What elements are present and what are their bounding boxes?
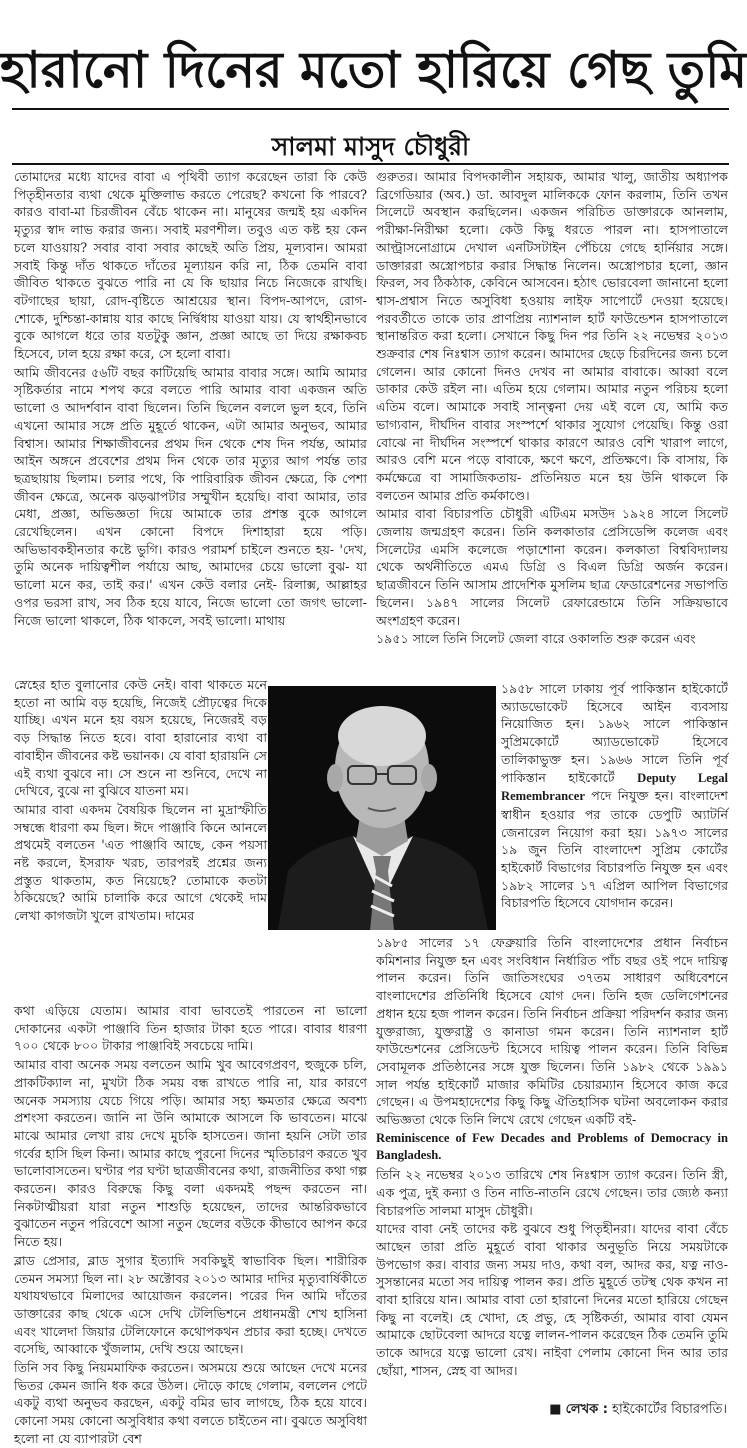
paragraph: যাদের বাবা নেই তাদের কষ্ট বুঝবে শুধু পিতৃহীনরা। যাদের বাবা বেঁচে আছেন তারা প্রতি মুহূর্তে বাবা থাকার অনুভূতি নিয়ে সময়টাকে উপভোগ কর। বাবার জন্য সময় দাও, কথা বল, আদর কর, যত্ন নাও- সুসন্তানের মতো সব দায়িত্ব পালন কর। প্রতি মুহূর্তে তটস্থ থেক কখন না বাবা হারিয়ে যান। আমার বাবা তো হারানো দিনের মতো হারিয়ে গেছেন কিছু না বলেই। হে খোদা, হে প্রভু, হে সৃষ্টিকর্তা, আমার বাবা যেমন আমাকে ছোটবেলা আদরে যত্নে লালন-পালন করেছেন ঠিক তেমনি তুমি তাকে আদরে যত্নে ভালো রেখ। নাইবা পেলাম কোনো দিন আর তার ছোঁয়া, শাসন, স্নেহ বা আদর।: [376, 1221, 728, 1378]
headline-rule: [12, 108, 729, 110]
signature-label: লেখক :: [565, 1402, 608, 1417]
signature-bullet: ■: [549, 1402, 566, 1417]
column-1-bottom: [14, 1002, 367, 1446]
column-1-top: [14, 168, 367, 674]
signature-text: হাইকোর্টের বিচারপতি।: [612, 1402, 727, 1417]
paragraph: স্নেহের হাত বুলানোর কেউ নেই। বাবা থাকতে মনে হতো না আমি বড় হয়েছি, নিজেই প্রৌঢ়ত্বের দিকে যাচ্ছি। এখন মনে হয় বয়স হয়েছে, নিজেরই বড় বড় সিদ্ধান্ত নিতে হবে। বাবা হারানোর ব্যথা বা বাবাহীন জীবনের কষ্ট ভয়ানক। যে বাবা হারায়নি সে এই ব্যথা বুঝবে না। সে শুনে না শুনিবে, দেখে না দেখিবে, বুঝে না বুঝিবে যাতনা মম।: [14, 677, 267, 799]
paragraph: [501, 680, 728, 912]
author-signature: [549, 1400, 727, 1421]
paragraph: আমার বাবা একদম বৈষয়িক ছিলেন না মুদ্রাস্ফীতি সম্বন্ধে ধারণা কম ছিল। ঈদে পাঞ্জাবি কিনে আনলে প্রথমেই বলতেন 'এত পাঞ্জাবি আছে, কেন পয়সা নষ্ট করলে, ইসরাফ খরচ, তারপরই প্রশ্নের জন্য প্রস্তুত থাকতাম, কত নিয়েছে? তোমাকে কতটা ঠকিয়েছে? আমি চালাকি করে আগে থেকেই দাম লেখা কাগজটা খুলে রাখতাম। দামের: [14, 801, 267, 924]
paragraph: আমার বাবা অনেক সময় বলতেন আমি খুব আবেগপ্রবণ, হুজুকে চলি, প্রাকটিক্যাল না, মুখটা ঠিক সময় বন্ধ রাখতে পারি না, যার কারণে অনেক সমস্যায় যেচে গিয়ে পড়ি। আমার সহ্য ক্ষমতার ক্ষেত্রে অবশ্য প্রশংসা করতেন। জানি না উনি আমাকে আসলে কি ভাবতেন। মাঝে মাঝে আমার লেখা রায় দেখে মুচকি হাসতেন। জানা হয়নি সেটা তার গর্বের হাসি ছিল কিনা। আমার কাছে পুরনো দিনের স্মৃতিচারণ করতে খুব ভালোবাসতেন। ঘণ্টার পর ঘণ্টা ছাত্রজীবনের কথা, রাজনীতির কথা গল্প করতেন। কারও বিরুদ্ধে কিছু বলা একদমই পছন্দ করতেন না। নিকটাত্মীয়রা যারা নতুন শাশুড়ি হয়েছেন, তাদের আন্তরিকভাবে বুঝাতেন নতুন পরিবেশে আসা নতুন ছেলের বউকে কীভাবে আপন করে নিতে হয়।: [14, 1057, 367, 1250]
paragraph: তিনি ২২ নভেম্বর ২০১৩ তারিখে শেষ নিঃশ্বাস ত্যাগ করেন। তিনি স্ত্রী, এক পুত্র, দুই কন্যা ও তিন নাতি-নাতনি রেখে গেছেন। তার জ্যেষ্ঠ কন্যা বিচারপতি সালমা মাসুদ চৌধুরী।: [376, 1167, 728, 1218]
paragraph: কথা এড়িয়ে যেতাম। আমার বাবা ভাবতেই পারতেন না ভালো দোকানের একটা পাঞ্জাবি তিন হাজার টাকা হতে পারে। বাবার ধারণা ৭০০ থেকে ৮০০ টাকার পাঞ্জাবিই সবচেয়ে দামি।: [14, 1003, 367, 1054]
column-2-top: [376, 168, 728, 678]
article-byline: সালমা মাসুদ চৌধুরী: [271, 132, 470, 161]
paragraph-text: ১৯৫৮ সালে ঢাকায় পূর্ব পাকিস্তান হাইকোর্টে অ্যাডভোকেট হিসেবে আইন ব্যবসায় নিয়োজিত হন। ১৯৬২ সালে পাকিস্তান সুপ্রিমকোর্টে অ্যাডভোকেট হিসেবে তালিকাভুক্ত হন। ১৯৬৬ সালে তিনি পূর্ব পাকিস্তান হাইকোর্টে: [501, 681, 728, 785]
column-2-bottom: [376, 934, 728, 1404]
portrait-image: [268, 686, 496, 930]
paragraph: আমি জীবনের ৫৬টি বছর কাটিয়েছি আমার বাবার সঙ্গে। আমি আমার সৃষ্টিকর্তার নামে শপথ করে বলতে পারি আমার বাবা একজন অতি ভালো ও আদর্শবান বাবা ছিলেন। তিনি ছিলেন বললে ভুল হবে, তিনি এখনো আমার সঙ্গে প্রতি মুহূর্তে থাকেন, এটা আমার অনুভব, আমার বিশ্বাস। আমার শিক্ষাজীবনের প্রথম দিন থেকে শেষ দিন পর্যন্ত, আমার আইন অঙ্গনে প্রবেশের প্রথম দিন থেকে তার মৃত্যুর আগ পর্যন্ত তার ছত্রছায়ায় ছিলাম। চলার পথে, কি পারিবারিক জীবন ক্ষেত্রে, কি পেশা জীবন ক্ষেত্রে, অনেক ঝড়ঝাপটার সম্মুখীন হয়েছি। বাবা আমার, তার মেধা, প্রজ্ঞা, অভিজ্ঞতা দিয়ে আমাকে তার প্রশস্ত বুকে আগলে রেখেছিলেন। এখন কোনো বিপদে দিশাহারা হয়ে পড়ি। অভিভাবকহীনতার কষ্টে ভুগি। কারও পরামর্শ চাইলে শুনতে হয়- 'দেখ, তুমি অনেক দায়িত্বশীল পর্যায়ে আছ, আমাদের চেয়ে ভালো বুঝ- যা ভালো মনে কর, তাই কর।' এখন কেউ বলার নেই- রিলাক্স, আল্লাহর ওপর ভরসা রাখ, সব ঠিক হয়ে যাবে, নিজে ভালো তো জগৎ ভালো- নিজে ভালো থাকলে, ঠিক থাকলে, সবই ভালো। মাথায়: [14, 364, 367, 628]
article-headline: হারানো দিনের মতো হারিয়ে গেছ তুমি: [0, 41, 747, 99]
paragraph: তিনি সব কিছু নিয়মমাফিক করতেন। অসময়ে শুয়ে আছেন দেখে মনের ভিতর কেমন জানি ধক করে উঠল। দৌড়ে কাছে গেলাম, বললেন পেটে একটু ব্যথা অনুভব করছেন, একটু বমির ভাব লাগছে, ঠিক হয়ে যাবে। কোনো সময় কোনো অসুবিধার কথা বলতে চাইতেন না। বুঝতে অসুবিধা হলো না যে ব্যাপারটা বেশ: [14, 1360, 367, 1446]
book-title: Reminiscence of Few Decades and Problems of Democracy in Bangladesh.: [376, 1130, 728, 1163]
column-1-middle: [14, 676, 267, 1001]
paragraph: গুরুতর। আমার বিপদকালীন সহায়ক, আমার খালু, জাতীয় অধ্যাপক ব্রিগেডিয়ার (অব.) ডা. আবদুল মালিককে ফোন করলাম, তিনি তখন সিলেটে অবস্থান করছিলেন। একজন পরিচিত ডাক্তারকে আনলাম, পরীক্ষা-নিরীক্ষা হলো। কেউ কিছু ধরতে পারল না। হাসপাতালে আল্ট্রাসনোগ্রামে দেখাল এনটিসটাইন পেঁচিয়ে গেছে হার্নিয়ার সঙ্গে। ডাক্তাররা অস্ত্রোপচার করার সিদ্ধান্ত নিলেন। অস্ত্রোপচার হলো, জ্ঞান ফিরল, সব ঠিকঠাক, কেবিনে আসবেন। হঠাৎ ভোরবেলা জানানো হলো শ্বাস-প্রশ্বাস নিতে অসুবিধা হওয়ায় লাইফ সাপোর্টে দেওয়া হয়েছে। পরবর্তীতে তাকে তার প্রাণপ্রিয় ন্যাশনাল হার্ট ফাউন্ডেশন হাসপাতালে স্থানান্তরিত করা হলো। সেখানে কিছু দিন পর তিনি ২২ নভেম্বর ২০১৩ শুক্রবার শেষ নিঃশ্বাস ত্যাগ করেন। আমাদের ছেড়ে চিরদিনের জন্য চলে গেলেন। আর কোনো দিনও দেখব না আমার বাবাকে। আব্বা বলে ডাকার কেউ রইল না। এতিম হয়ে গেলাম। আমার নতুন পরিচয় হলো এতিম বলে। আমাকে সবাই সান্ত্বনা দেয় এই বলে যে, আমি কত ভাগ্যবান, দীর্ঘদিন বাবার সংস্পর্শে থাকার সুযোগ পেয়েছি। কিন্তু ওরা বোঝে না দীর্ঘদিন সংস্পর্শে থাকার কারণে আরও বেশি খারাপ লাগে, আরও বেশি মনে পড়ে বাবাকে, ক্ষণে ক্ষণে, প্রতিক্ষণে। কি বাসায়, কি কর্মক্ষেত্রে বা সামাজিকতায়- প্রতিনিয়ত মনে হয় উনি থাকলে কি বলতেন আমার প্রতি কর্মকাণ্ডে।: [376, 169, 728, 503]
paragraph: আমার বাবা বিচারপতি চৌধুরী এটিএম মসউদ ১৯২৪ সালে সিলেট জেলায় জন্মগ্রহণ করেন। তিনি কলকাতার প্রেসিডেন্সি কলেজ এবং সিলেটের এমসি কলেজে পড়াশোনা করেন। কলকাতা বিশ্ববিদ্যালয় থেকে অর্থনীতিতে এমএ ডিগ্রি ও বিএল ডিগ্রি অর্জন করেন। ছাত্রজীবনে তিনি আসাম প্রাদেশিক মুসলিম ছাত্র ফেডারেশনের সভাপতি ছিলেন। ১৯৪৭ সালের সিলেট রেফারেন্ডামে তিনি সক্রিয়ভাবে অংশগ্রহণ করেন।: [376, 506, 728, 628]
paragraph: তোমাদের মধ্যে যাদের বাবা এ পৃথিবী ত্যাগ করেছেন তারা কি কেউ পিতৃহীনতার ব্যথা থেকে মুক্তিলাভ করতে পেরেছ? কখনো কি পারবে? কারও বাবা-মা চিরজীবন বেঁচে থাকেন না। মানুষের জন্মই হয় একদিন মৃত্যুর স্বাদ লাভ করার জন্য। সবাই মরণশীল। তবুও এত কষ্ট হয় কেন চলে যাওয়ায়? সবার বাবা সবার কাছেই অতি প্রিয়, মূল্যবান। আমরা সবাই কিন্তু দাঁত থাকতে দাঁতের মূল্যায়ন করি না, ঠিক তেমনি বাবা জীবিত থাকতে বুঝতে পারি না যে কি ছায়ার নিচে নিজেকে রাখছি। বটগাছের ছায়া, রোদ-বৃষ্টিতে আশ্রয়ের স্থান। বিপদ-আপদে, রোগ-শোকে, দুশ্চিন্তা-কান্নায় যার কাছে নির্দ্বিধায় যাওয়া যায়। যে স্বার্থহীনভাবে বুকে আগলে ধরে তার যতটুকু জ্ঞান, প্রজ্ঞা আছে তা দিয়ে রক্ষাকবচ হিসেবে, ঢাল হয়ে রক্ষা করে, সে হলো বাবা।: [14, 169, 367, 362]
paragraph: ১৯৫১ সালে তিনি সিলেট জেলা বারে ওকালতি শুরু করেন এবং: [376, 631, 696, 647]
english-designation: Deputy Legal Remembrancer: [501, 770, 728, 804]
paragraph: ব্লাড প্রেসার, ব্লাড সুগার ইত্যাদি সবকিছুই স্বাভাবিক ছিল। শারীরিক তেমন সমস্যা ছিল না। ২৮ অক্টোবর ২০১৩ আমার দাদির মৃত্যুবার্ষিকীতে যথাযথভাবে মিলাদের আয়োজন করলেন। পরের দিন আমি দাঁতের ডাক্তারের কাছ থেকে এসে দেখি টেলিভিশনে প্রধানমন্ত্রী শেখ হাসিনা এবং খালেদা জিয়ার টেলিফোনে কথোপকথন প্রচার করা হচ্ছে। দেখতে বসেছি, আব্বাকে খুঁজলাম, দেখি শুয়ে আছেন।: [14, 1252, 367, 1357]
byline-rule: [12, 163, 729, 165]
paragraph: ১৯৮৫ সালের ১৭ ফেব্রুয়ারি তিনি বাংলাদেশের প্রধান নির্বাচন কমিশনার নিযুক্ত হন এবং সংবিধান নির্ধারিত পাঁচ বছর ওই পদে দায়িত্ব পালন করেন। তিনি জাতিসংঘের ৩৭তম সাধারণ অধিবেশনে বাংলাদেশের প্রতিনিধি হিসেবে যোগ দেন। তিনি হজ ডেলিগেশনের প্রধান হয়ে হজ পালন করেন। তিনি নির্বাচন প্রক্রিয়া পরিদর্শন করার জন্য যুক্তরাজ্য, যুক্তরাষ্ট্র ও কানাডা গমন করেন। তিনি ন্যাশনাল হার্ট ফাউন্ডেশনের প্রেসিডেন্ট হিসেবে দায়িত্ব পালন করেন। তিনি বিভিন্ন সেবামূলক প্রতিষ্ঠানের সঙ্গে যুক্ত ছিলেন। তিনি ১৯৮২ থেকে ১৯৯১ সাল পর্যন্ত হাইকোর্ট মাজার কমিটির চেয়ারম্যান হিসেবে কাজ করে গেছেন। এ উপমহাদেশের কিছু কিছু ঐতিহাসিক ঘটনা অবলোকন করার অভিজ্ঞতা থেকে তিনি লিখে রেখে গেছেন একটি বই-: [376, 935, 728, 1128]
paragraph-text: পদে নিযুক্ত হন। বাংলাদেশ স্বাধীন হওয়ার পর তাকে ডেপুটি অ্যাটর্নি জেনারেল নিয়োগ করা হয়। ১৯৭৩ সালের ১৯ জুন তিনি বাংলাদেশ সুপ্রিম কোর্টের হাইকোর্ট বিভাগের বিচারপতি নিযুক্ত হন এবং ১৯৮২ সালের ১৭ এপ্রিল আপিল বিভাগের বিচারপতি হিসেবে যোগদান করেন।: [501, 788, 728, 911]
portrait-photo: [268, 686, 496, 930]
column-2-middle: [501, 680, 728, 932]
